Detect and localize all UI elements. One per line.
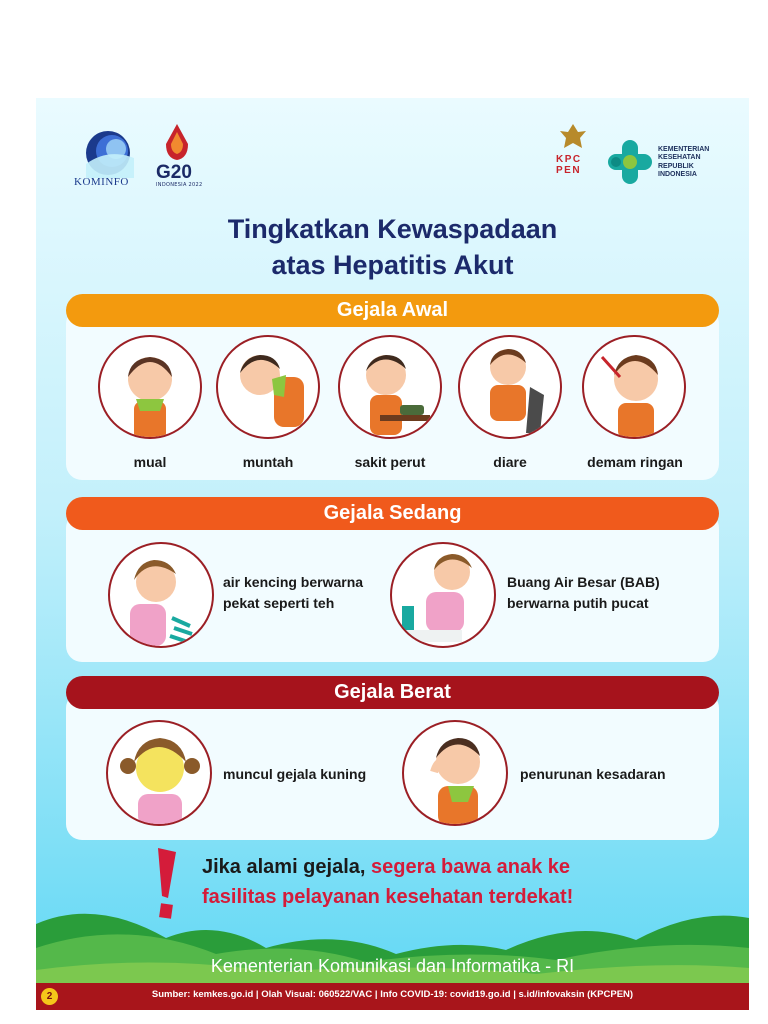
- air-kencing-line-1: air kencing berwarna: [223, 574, 364, 590]
- symptom-label-diare: diare: [493, 454, 527, 470]
- g20-gunungan-icon: [162, 122, 192, 162]
- poster-title-line-2: atas Hepatitis Akut: [271, 250, 514, 280]
- bab-description: [507, 572, 687, 614]
- bab-illustration: [390, 542, 496, 648]
- mual-illustration: [98, 335, 202, 439]
- symptom-label-muntah: muntah: [242, 454, 294, 470]
- g20-logo: [152, 122, 204, 192]
- penurunan-kesadaran-illustration: [402, 720, 508, 826]
- kemkes-logo: [606, 138, 726, 186]
- muntah-illustration: [216, 335, 320, 439]
- penurunan-kesadaran-label: penurunan kesadaran: [520, 766, 666, 782]
- g20-label: G20: [156, 162, 192, 183]
- diare-illustration: [458, 335, 562, 439]
- footer-bar: [36, 983, 749, 1010]
- gejala-kuning-illustration: [106, 720, 212, 826]
- air-kencing-description: [223, 572, 393, 614]
- sakit-perut-illustration: [338, 335, 442, 439]
- kemkes-emblem-icon: [606, 138, 654, 186]
- symptom-label-sakit-perut: sakit perut: [354, 454, 426, 470]
- warning-highlight-2: fasilitas pelayanan kesehatan terdekat!: [202, 886, 574, 908]
- bab-line-1: Buang Air Besar (BAB): [507, 574, 660, 590]
- symptom-label-demam-ringan: demam ringan: [587, 454, 683, 470]
- infographic-poster: [36, 98, 749, 1010]
- bab-line-2: berwarna putih pucat: [507, 595, 649, 611]
- source-credit: Sumber: kemkes.go.id | Olah Visual: 060522/VAC | Info COVID-19: covid19.go.id | s.id/infovaksin (KPCPEN): [151, 989, 634, 1000]
- gejala-berat-heading: Gejala Berat: [66, 676, 719, 709]
- kemkes-label: KEMENTERIAN KESEHATAN REPUBLIK INDONESIA: [658, 146, 710, 179]
- air-kencing-line-2: pekat seperti teh: [223, 595, 335, 611]
- air-kencing-illustration: [108, 542, 214, 648]
- kominfo-logo: [76, 128, 140, 190]
- page-number: 2: [41, 988, 58, 1005]
- gejala-kuning-label: muncul gejala kuning: [223, 766, 367, 782]
- garuda-icon: [558, 122, 588, 150]
- ministry-footer-title: Kementerian Komunikasi dan Informatika - RI: [210, 956, 575, 976]
- gejala-awal-heading: Gejala Awal: [66, 294, 719, 327]
- kominfo-label: KOMINFO: [74, 176, 129, 188]
- gejala-sedang-heading: Gejala Sedang: [66, 497, 719, 530]
- warning-highlight-1: segera bawa anak ke: [371, 856, 571, 878]
- warning-prefix: Jika alami gejala,: [202, 856, 366, 878]
- symptom-label-mual: mual: [133, 454, 167, 470]
- kpcpen-logo: [553, 122, 593, 190]
- g20-sublabel: INDONESIA 2022: [156, 182, 203, 188]
- poster-title-line-1: Tingkatkan Kewaspadaan: [227, 214, 558, 244]
- kominfo-emblem-icon: [76, 128, 140, 178]
- kpcpen-label: KPC PEN: [556, 154, 582, 176]
- demam-ringan-illustration: [582, 335, 686, 439]
